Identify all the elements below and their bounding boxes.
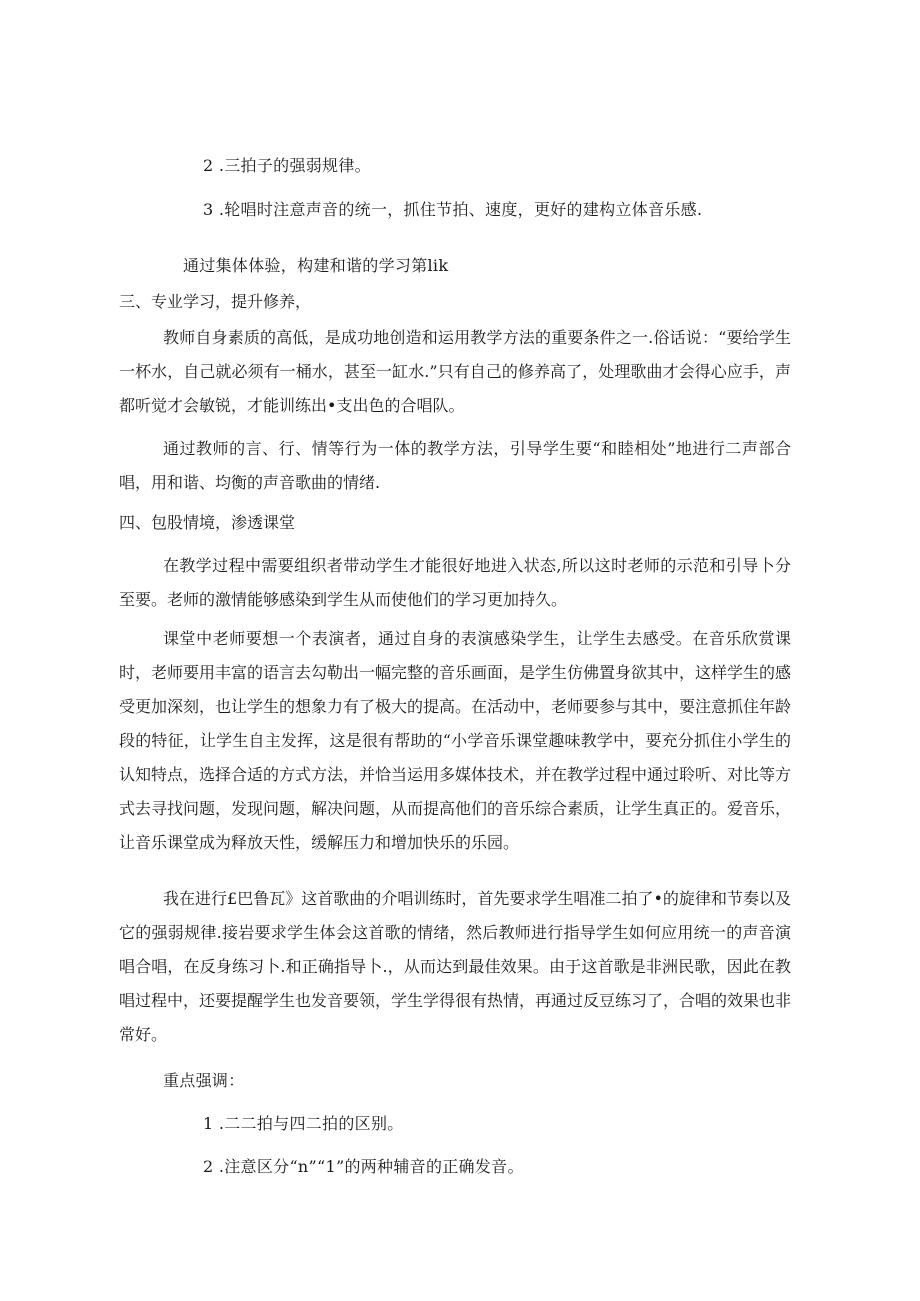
section-3-paragraph-2: 通过教师的言、行、情等行为一体的教学方法，引导学生要“和睦相处”地进行二声部合唱，用和谐、均衡的声音歌曲的情绪.: [119, 439, 791, 492]
section-4-paragraph-2: 课堂中老师要想一个表演者，通过自身的表演感染学生，让学生去感受。在音乐欣赏课时，老师要用丰富的语言去勾勒出一幅完整的音乐画面，是学生仿佛置身欲其中，这样学生的感受更加深刻，也让学生的想象力有了极大的提高。在活动中，老师要参与其中，要注意抓住年龄段的特征，让学生自主发挥，这是很有帮助的“小学音乐课堂趣味教学中，要充分抓住小学生的认知特点，选择合适的方式方法，并恰当运用多媒体技术，并在教学过程中通过聆听、对比等方式去寻找问题，发现问题，解决问题，从而提高他们的音乐综合素质，让学生真正的。爱音乐，让音乐课堂成为释放天性，缓解压力和增加快乐的乐园。: [119, 629, 792, 852]
section-3-heading: 三、专业学习，提升修养，: [119, 292, 312, 311]
emphasis-item-2: 2 .注意区分“n”“1”的两种辅音的正确发音。: [203, 1157, 524, 1176]
top-list-item-2: 2 .三拍子的强弱规律。: [203, 156, 371, 175]
section-4-heading: 四、包股情境，渗透课堂: [119, 513, 296, 532]
emphasis-heading: 重点强调：: [163, 1071, 245, 1090]
section-3-paragraph-1: 教师自身素质的高低，是成功地创造和运用教学方法的重要条件之一.俗话说：“要给学生一杯水，自己就必须有一桶水，甚至一缸水.”只有自己的修养高了，处理歌曲才会得心应手，声都听觉才会敏锐，才能训练出•支出色的合唱队。: [119, 328, 791, 415]
section-4-paragraph-1: 在教学过程中需要组织者带动学生才能很好地进入状态,所以这时老师的示范和引导卜分至要。老师的激情能够感染到学生从而使他们的学习更加持久。: [119, 556, 791, 609]
subtitle: 通过集体体验，构建和谐的学习第lik: [183, 256, 449, 275]
emphasis-item-1: 1 .二二拍与四二拍的区别。: [203, 1114, 404, 1133]
top-list-item-3: 3 .轮唱时注意声音的统一，抓住节拍、速度，更好的建构立体音乐感.: [203, 200, 703, 219]
section-4-paragraph-3: 我在进行£巴鲁瓦》这首歌曲的介唱训练时，首先要求学生唱准二拍了•的旋律和节奏以及它的强弱规律.接岩要求学生体会这首歌的情绪，然后教师进行指导学生如何应用统一的声音演唱合唱，在反身练习卜.和正确指导卜.，从而达到最佳效果。由于这首歌是非洲民歌，因此在教唱过程中，还要提醒学生也发音要领，学生学得很有热情，再通过反豆练习了，合唱的效果也非常好。: [119, 889, 792, 1044]
